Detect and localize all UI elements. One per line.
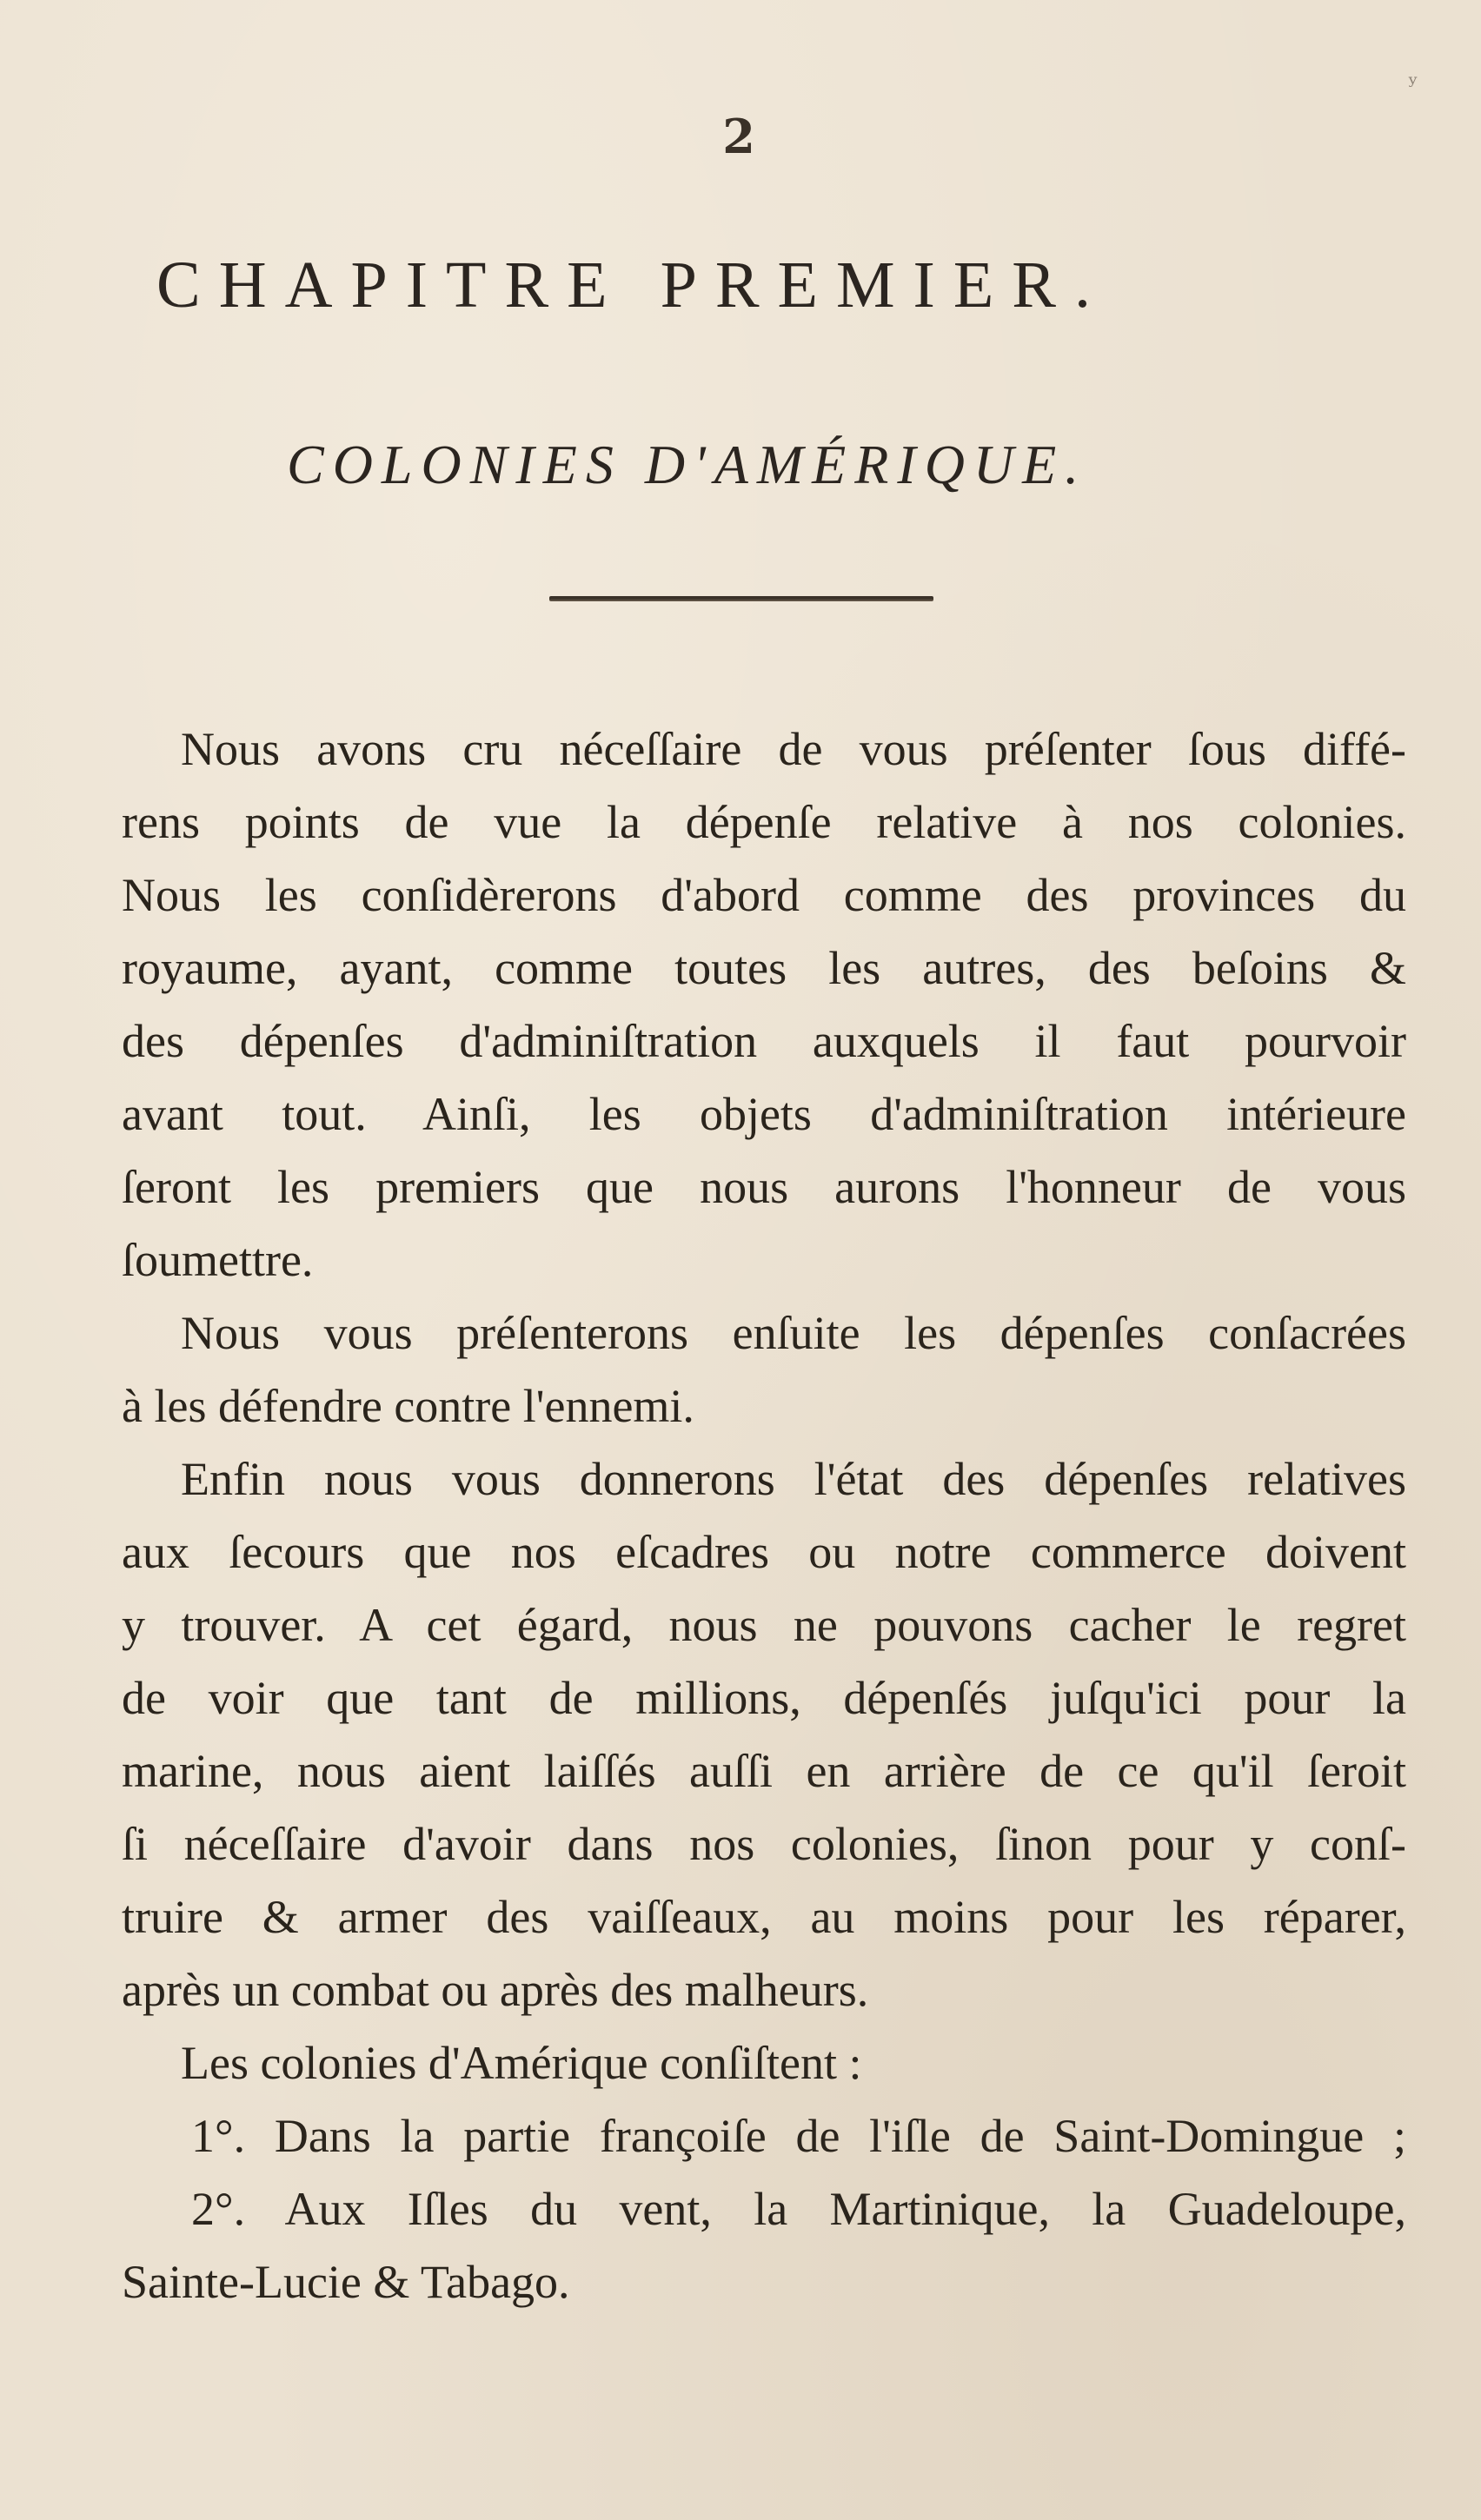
text-line: ſi néceſſaire d'avoir dans nos colonies, ſinon pour y conſ-: [122, 1818, 1406, 1870]
chapter-title: CHAPITRE PREMIER.: [156, 249, 1109, 322]
text-line: aux ſecours que nos eſcadres ou notre commerce doivent: [122, 1526, 1406, 1578]
section-title: COLONIES D'AMÉRIQUE.: [287, 434, 1088, 495]
text-line: Sainte-Lucie & Tabago.: [122, 2256, 570, 2308]
body-text: [122, 713, 1406, 2318]
text-line: ſeront les premiers que nous aurons l'honneur de vous: [122, 1161, 1406, 1213]
text-line: Nous les conſidèrerons d'abord comme des provinces du: [122, 869, 1406, 921]
text-line: après un combat ou après des malheurs.: [122, 1964, 869, 2016]
text-line: 1°. Dans la partie françoiſe de l'iſle de Saint-Domingue ;: [191, 2110, 1406, 2162]
margin-mark: ʸ: [1408, 70, 1418, 98]
text-line: Nous vous préſenterons enſuite les dépenſes conſacrées: [181, 1307, 1406, 1359]
section-divider-rule: [549, 596, 933, 601]
text-line: Les colonies d'Amérique conſiſtent :: [181, 2037, 862, 2089]
text-line: marine, nous aient laiſſés auſſi en arrière de ce qu'il ſeroit: [122, 1745, 1406, 1797]
text-line: royaume, ayant, comme toutes les autres, des beſoins &: [122, 942, 1406, 994]
text-line: 2°. Aux Iſles du vent, la Martinique, la Guadeloupe,: [191, 2183, 1406, 2235]
text-line: ſoumettre.: [122, 1234, 314, 1286]
text-line: Nous avons cru néceſſaire de vous préſenter ſous diffé-: [181, 723, 1406, 775]
text-line: de voir que tant de millions, dépenſés juſqu'ici pour la: [122, 1672, 1406, 1724]
text-line: y trouver. A cet égard, nous ne pouvons cacher le regret: [122, 1599, 1406, 1651]
text-line: Enfin nous vous donnerons l'état des dépenſes relatives: [181, 1453, 1406, 1505]
text-line: rens points de vue la dépenſe relative à nos colonies.: [122, 796, 1406, 848]
text-line: des dépenſes d'adminiſtration auxquels il faut pourvoir: [122, 1015, 1406, 1067]
page-number: 2: [722, 109, 755, 164]
text-line: avant tout. Ainſi, les objets d'adminiſtration intérieure: [122, 1088, 1406, 1140]
text-line: à les défendre contre l'ennemi.: [122, 1380, 694, 1432]
text-line: truire & armer des vaiſſeaux, au moins pour les réparer,: [122, 1891, 1406, 1943]
